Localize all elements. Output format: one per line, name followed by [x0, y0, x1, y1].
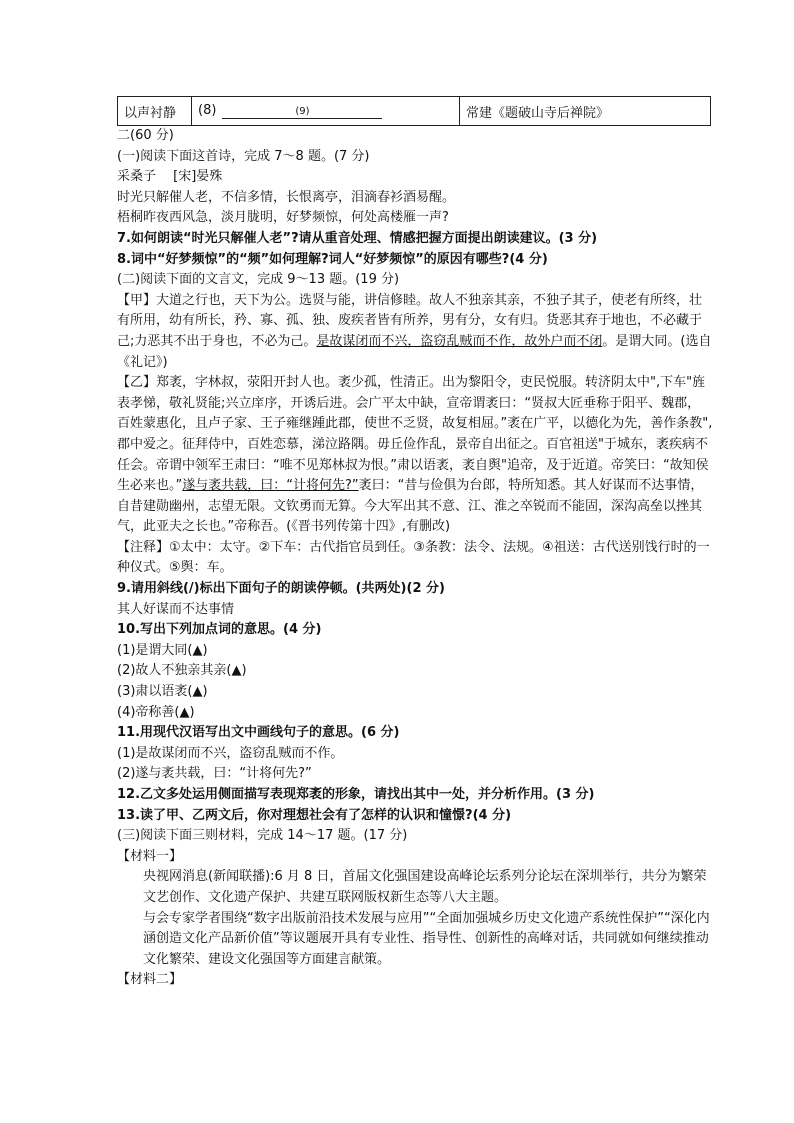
material-1-para-1: 央视网消息(新闻联播):6 月 8 日，首届文化强国建设高峰论坛系列分论坛在深圳举行，共分为繁荣文艺创作、文化遗产保护、共建互联网版权新生态等八大主题。 — [143, 869, 707, 905]
question-12: 12.乙文多处运用侧面描写表现郑袤的形象，请找出其中一处，并分析作用。(3 分) — [117, 787, 595, 802]
question-10-item-1: (1)是谓大同(▲) — [117, 642, 208, 658]
question-13: 13.读了甲、乙两文后，你对理想社会有了怎样的认识和憧憬?(4 分) — [117, 807, 512, 823]
poem-line-1: 时光只解催人老，不信多情，长恨离亭，泪滴春衫酒易醒。 — [117, 189, 456, 205]
question-7: 7.如何朗读“时光只解催人老”?请从重音处理、情感把握方面提出朗读建议。(3 分) — [117, 230, 598, 246]
question-10-item-2: (2)故人不独亲其亲(▲) — [117, 663, 247, 679]
passage-yi-end: 袤曰：“昔与俭俱为台郎，特所知悉。其人好谋而不达事情，自昔建勋幽州，志望无限。文钦勇而无算。今大军出其不意、江、淮之卒锐而不能固，深沟高垒以挫其气，此亚夫之长也。”帝称吾。(《晋书列传第十四》,有删改) — [117, 478, 704, 535]
part-3-heading: (三)阅读下面三则材料，完成 14～17 题。(17 分) — [117, 828, 408, 844]
poem-line-2: 梧桐昨夜西风急，淡月胧明，好梦频惊，何处高楼雁一声? — [117, 210, 449, 226]
passage-jia-end: 。是谓大同。(选自《礼记》) — [117, 333, 712, 370]
material-2-heading: 【材料二】 — [117, 972, 183, 988]
passage-yi-underlined: 遂与袤共载，曰：“计将何先?” — [182, 478, 359, 494]
question-11-item-1: (1)是故谋闭而不兴，盗窃乱贼而不作。 — [117, 745, 344, 761]
exam-page — [117, 96, 713, 991]
question-11: 11.用现代汉语写出文中画线句子的意思。(6 分) — [117, 725, 400, 741]
question-9-sentence: 其人好谋而不达事情 — [117, 601, 235, 617]
material-1-para-2: 与会专家学者围绕“数字出版前沿技术发展与应用”“全面加强城乡历史文化遗产系统性保护”“深化内涵创造文化产品新价值”等议题展开具有专业性、指导性、创新性的高峰对话，共同就如何继续推动文化繁荣、建设文化强国等方面建言献策。 — [143, 910, 710, 967]
annotation-note: 【注释】①太中：太守。②下车：古代指官员到任。③条教：法令、法规。④祖送：古代送别饯行时的一种仪式。⑤舆：车。 — [117, 539, 710, 576]
passage-yi-text: 【乙】郑袤，字林叔，荥阳开封人也。袤少孤，性清正。出为黎阳令，吏民悦服。转济阴太中",下车"旌表孝悌，敬礼贤能;兴立庠序，开诱后进。会广平太中缺，宣帝谓袤曰：“贤叔大匠垂称于阳平、魏郡，百姓蒙惠化，且卢子家、王子雍继踵此郡，使世不乏贤，故复相屈。”袤在广平，以德化为先，善作条教",郡中爱之。征拜侍中，百姓恋慕，涕泣路隅。毋丘俭作乱，景帝自出征之。百官祖送"于城东，袤疾病不任会。帝谓中领军王肃曰：“唯不见郑林叔为恨。”肃以语袤，袤自舆"追帝，及于近道。帝笑曰：“故知侯生必来也。” — [117, 375, 713, 494]
passage-jia — [117, 291, 713, 373]
question-11-item-2: (2)遂与袤共载，曰：“计将何先?” — [117, 766, 312, 782]
part-1-heading: (一)阅读下面这首诗，完成 7～8 题。(7 分) — [117, 148, 370, 164]
question-10-item-3: (3)肃以语袤(▲) — [117, 684, 208, 700]
passage-yi — [117, 373, 713, 538]
question-9: 9.请用斜线(/)标出下面句子的朗读停顿。(共两处)(2 分) — [117, 581, 445, 597]
blank-8-label: (8) — [198, 103, 217, 118]
part-2-heading: (二)阅读下面的文言文，完成 9～13 题。(19 分) — [117, 272, 400, 288]
table-row — [118, 97, 711, 126]
passage-jia-text: 【甲】大道之行也，天下为公。选贤与能，讲信修睦。故人不独亲其亲，不独子其子，使老有所终，壮有所用，幼有所长，矜、寡、孤、独、废疾者皆有所养，男有分，女有归。货恶其弃于地也，不必藏于己;力恶其不出于身也，不必为己。 — [117, 292, 703, 349]
question-8: 8.词中“好梦频惊”的“频”如何理解?词人“好梦频惊”的原因有哪些?(4 分) — [117, 251, 548, 267]
poem-title: 采桑子 [宋]晏殊 — [117, 169, 223, 185]
table-cell-technique: 以声衬静 — [118, 97, 192, 126]
table-cell-blank — [192, 97, 460, 126]
question-10: 10.写出下列加点词的意思。(4 分) — [117, 622, 322, 638]
passage-jia-underlined: 是故谋闭而不兴，盗窃乱贼而不作，故外户而不闭 — [316, 333, 603, 349]
answer-table — [117, 96, 711, 126]
blank-9-line[interactable]: (9) — [222, 106, 382, 119]
section-title: 二(60 分) — [117, 128, 174, 143]
question-10-item-4: (4)帝称善(▲) — [117, 704, 195, 720]
table-cell-source: 常建《题破山寺后禅院》 — [460, 97, 711, 126]
material-1-heading: 【材料一】 — [117, 848, 183, 864]
